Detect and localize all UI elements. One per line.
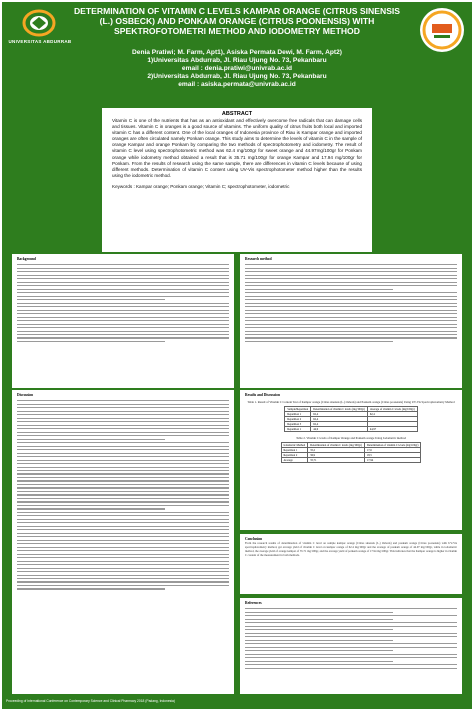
table-header-cell: Determination of vitamin C levels (mg/100gr) [308, 443, 365, 448]
affiliation-2: 2)Universitas Abdurrab, Jl. Riau Ujung No. 73, Pekanbaru [147, 73, 327, 81]
background-heading: Background [17, 257, 36, 261]
table-cell: 35,71 [308, 458, 365, 463]
references-heading: References [245, 601, 262, 605]
table-header-cell: Sample/Repetition [285, 407, 311, 412]
university-name: UNIVERSITAS ABDURRAB [8, 39, 72, 44]
table-header-cell: Determination of vitamin C levels (mg/100gr) [364, 443, 421, 448]
table2 [281, 442, 422, 463]
method-text-block [240, 264, 462, 342]
abstract-text: Vitamin C is one of the nutrients that has as an antioxidant and effectively overcome free radicals that can damage cells and tissues. Vitamin C in oranges is a good source of vitamins. The uniform quality of citrus fruits both local and imported vitamin C has a different content. One of the local oranges of Indonesia province of Riau is Kampar orange and imported oranges are often circulated namely Ponkam orange. This study aims to determine the levels of vitamin C in the sample of orange Kampar and orange Ponkam by comparing the two methods of spectrophotometry and iodometry. The result of vitamin C level using spectrophotometric method was 62.4 mg/100gr for sweet orange and 44.97mg/100gr for Ponkam orange while iodometry method obtained a result that is 35.71 mg/100gr for orange Kampar and 17.94 mg/100gr for Ponkam. From the results of research using the same sample, there are differences in vitamin C levels because of using different methods. Determination of vitamin C content using UV-Vis spectrophotometer method higher than the results using the iodometric method. [112, 118, 362, 178]
author-block [82, 49, 392, 89]
references-list [240, 608, 462, 668]
email-2: email : asiska.permata@univrab.ac.id [178, 81, 296, 89]
table-cell: 62,4 [311, 417, 368, 422]
table-header-cell: Determination of vitamin C levels (mg/100gr) [311, 407, 368, 412]
discussion-text-block [12, 400, 234, 589]
conclusion-text: From the research results of determination of vitamin C level on sample kampar orange (Citrus sinensis (L.) Osbeck) and ponkam orange (Citrus poonensis) with UV-Vis spectrophotometry method, get average yield of vitamin C level on kampar orange of 62.4 mg/100gr and the average of ponkam orange of 44.97 mg/100gr, while in iodometric method, the average yield of orange kampar of 35.71 mg/100gr, and the average yield of ponkam orange of 17.94 mg/100gr. This indicates that the Kampar orange is higher in vitamin C content of the measurement in both methods. [245, 541, 457, 557]
table-cell: 17,94 [364, 458, 421, 463]
table-cell: Repetition 2 [285, 417, 311, 422]
table1 [284, 406, 417, 432]
background-panel [12, 254, 234, 388]
abstract-keywords: Keywords : Kampar orange; Ponkam orange; Vitamin C; spectrophotometer, iodometric [112, 183, 290, 189]
table-cell: 17,6 [364, 448, 421, 453]
email-1: email : denia.pratiwi@univrab.ac.id [181, 65, 293, 73]
table2-caption: Table 2. Vitamin C levels of Kampar Orange and Ponkam orange Using Iodometric method [296, 436, 406, 440]
abstract-panel [102, 108, 372, 252]
table-cell: Repetition 1 [285, 427, 311, 432]
affiliation-1: 1)Universitas Abdurrab, Jl. Riau Ujung No. 73, Pekanbaru [147, 57, 327, 65]
method-heading: Research method [245, 257, 272, 261]
table-cell: Repetition 3 [285, 422, 311, 427]
poster-title: DETERMINATION OF VITAMIN C LEVELS KAMPAR ORANGE (CITRUS SINENSIS (L.) OSBECK) AND PONKAM ORANGE (CITRUS POONENSIS) WITH SPEKTROFOTOMETRI METHOD AND IODOMETRY METHOD [73, 6, 401, 36]
table-cell: 44,97 [367, 427, 417, 432]
university-logo [8, 8, 72, 50]
method-panel [240, 254, 462, 388]
table-cell: Repetition 1 [285, 412, 311, 417]
university-crest-icon [22, 8, 56, 38]
table-cell: Average [281, 458, 308, 463]
table-cell: 36,9 [308, 453, 365, 458]
poster-header [2, 2, 472, 98]
results-heading: Results and Discussion [245, 393, 280, 397]
discussion-panel [12, 390, 234, 694]
references-panel [240, 598, 462, 694]
table-cell: Repetition 1 [281, 448, 308, 453]
table-row [281, 458, 421, 463]
author-names: Denia Pratiwi; M. Farm, Apt1), Asiska Permata Dewi, M. Farm, Apt2) [132, 49, 342, 56]
conclusion-heading: Conclusion [245, 537, 263, 541]
table1-caption: Table 1. Result of Vitamin C Content Test of Kampar orange (Citrus sinensis (L.) Osbeck) and Ponkam orange (Citrus poonensis) Using UV-Vis Spectrophotometry Method [247, 400, 455, 404]
table-cell: 35,2 [308, 448, 365, 453]
table-cell: 18,5 [364, 453, 421, 458]
table-cell: 44,9 [311, 427, 368, 432]
table-cell: Repetition 2 [281, 453, 308, 458]
abstract-heading: ABSTRACT [221, 111, 253, 117]
poster-footer: Proceeding of International Conference on Contemporary Science and Clinical Pharmacy 2018 (Padang, Indonesia) [6, 699, 175, 703]
table-cell: 62,4 [311, 412, 368, 417]
table-header-cell: Average of vitamin C levels (mg/100gr) [367, 407, 417, 412]
table-cell: 62,4 [367, 412, 417, 417]
conference-logo-icon [418, 6, 466, 54]
background-text-block [12, 264, 234, 342]
table-cell: 62,4 [311, 422, 368, 427]
table-header-cell: Iodometric Method [281, 443, 308, 448]
results-panel [240, 390, 462, 530]
table-row [285, 427, 417, 432]
poster-background [2, 2, 472, 709]
discussion-heading: Discussion [17, 393, 34, 397]
conclusion-panel [240, 534, 462, 594]
